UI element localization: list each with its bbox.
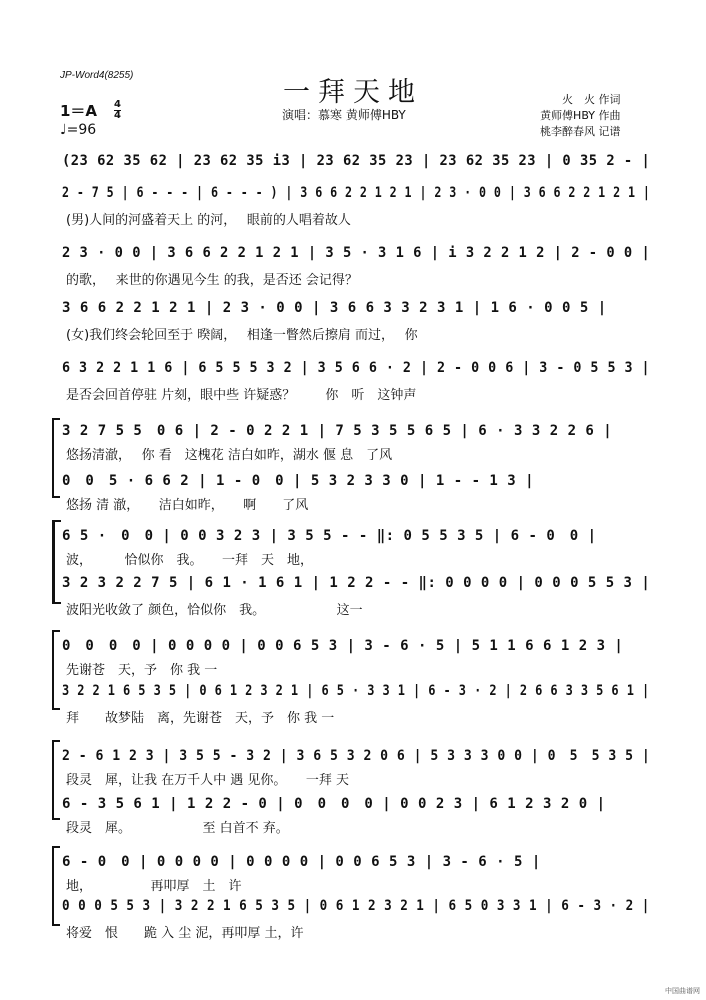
notation-line: (23 62 35 62 | 23 62 35 i3 | 23 62 35 23 | 23 62 35 23 | 0 35 2 - | [62,153,651,169]
notation-line: 0 0 0 0 | 0 0 0 0 | 0 0 6 5 3 | 3 - 6 · 5 | 5 1 1 6 6 1 2 3 | [62,638,624,654]
tempo: ♩=96 [60,122,97,138]
lyric-line: 段灵 犀，让我 在万千人中 遇 见你。 一拜 天 [66,773,350,788]
meter-bottom: 4 [114,110,121,121]
watermark: 中国曲谱网 [665,987,700,995]
notation-line: 6 - 0 0 | 0 0 0 0 | 0 0 0 0 | 0 0 6 5 3 | 3 - 6 · 5 | [62,854,541,870]
system-brace [52,630,60,710]
notation-line: 2 - 7 5 | 6 - - - | 6 - - - ) | 3 6 6 2 2 1 2 1 | 2 3 · 0 0 | 3 6 6 2 2 1 2 1 | [62,185,651,201]
lyric-line: (男)人间的河盛着天上 的河， 眼前的人唱着故人 [66,213,351,228]
system-brace [52,418,60,498]
system-brace [52,740,60,820]
lyric-line: (女)我们终会轮回至于 暌阔， 相逢一瞥然后擦肩 而过， 你 [66,328,418,343]
lyric-line: 悠扬清澈， 你 看 这槐花 洁白如昨，湖水 偃 息 了风 [66,448,393,463]
system-brace [52,520,61,604]
singers: 演唱：慕寒 黄师傅HBY [282,108,406,122]
notation-line: 3 6 6 2 2 1 2 1 | 2 3 · 0 0 | 3 6 6 3 3 2 3 1 | 1 6 · 0 0 5 | [62,300,607,316]
notation-line: 6 5 · 0 0 | 0 0 3 2 3 | 3 5 5 - - ‖: 0 5 5 3 5 | 6 - 0 0 | [62,528,597,544]
notation-line: 3 2 7 5 5 0 6 | 2 - 0 2 2 1 | 7 5 3 5 5 6 5 | 6 · 3 3 2 2 6 | [62,423,613,439]
credit-transcriber: 桃李醉春风 记谱 [540,125,621,138]
lyric-line: 是否会回首停驻 片刻，眼中些 许疑惑？ 你 听 这钟声 [66,388,417,403]
song-title: 一拜天地 [283,77,423,108]
notation-line: 3 2 3 2 2 7 5 | 6 1 · 1 6 1 | 1 2 2 - - ‖: 0 0 0 0 | 0 0 0 5 5 3 | [62,575,651,591]
notation-line: 0 0 0 5 5 3 | 3 2 2 1 6 5 3 5 | 0 6 1 2 3 2 1 | 6 5 0 3 3 1 | 6 - 3 · 2 | [62,898,650,914]
credits [540,92,621,140]
lyric-line: 波， 恰似你 我。 一拜 天 地， [66,553,314,568]
notation-line: 2 3 · 0 0 | 3 6 6 2 2 1 2 1 | 3 5 · 3 1 6 | i 3 2 2 1 2 | 2 - 0 0 | [62,245,651,261]
system-brace [52,846,60,926]
time-signature [114,100,121,121]
lyric-line: 波阳光收敛了 颜色，恰似你 我。 这一 [66,603,363,618]
notation-line: 0 0 5 · 6 6 2 | 1 - 0 0 | 5 3 2 3 3 0 | 1 - - 1 3 | [62,473,535,489]
lyric-line: 的歌， 来世的你遇见今生 的我，是否还 会记得？ [66,273,358,288]
lyric-line: 地， 再叩厚 土 许 [66,879,242,894]
notation-line: 2 - 6 1 2 3 | 3 5 5 - 3 2 | 3 6 5 3 2 0 6 | 5 3 3 3 0 0 | 0 5 5 3 5 | [62,748,651,764]
key-signature: 1＝A [60,102,98,120]
meter-top: 4 [114,99,121,110]
credit-composer: 黄师傅HBY 作曲 [540,109,621,122]
file-id: JP-Word4(8255) [60,70,134,81]
lyric-line: 悠扬 清 澈， 洁白如昨， 啊 了风 [66,498,309,513]
notation-line: 3 2 2 1 6 5 3 5 | 0 6 1 2 3 2 1 | 6 5 · 3 3 1 | 6 - 3 · 2 | 2 6 6 3 3 5 6 1 | [62,683,650,699]
lyric-line: 先谢苍 天，予 你 我 一 [66,663,218,678]
notation-line: 6 - 3 5 6 1 | 1 2 2 - 0 | 0 0 0 0 | 0 0 2 3 | 6 1 2 3 2 0 | [62,796,606,812]
lyric-line: 将爱 恨 跪 入 尘 泥，再叩厚 土，许 [66,926,304,941]
lyric-line: 拜 故梦陆 离，先谢苍 天，予 你 我 一 [66,711,335,726]
credit-lyricist: 火 火 作词 [562,93,621,106]
lyric-line: 段灵 犀。 至 白首不 弃。 [66,821,289,836]
notation-line: 6 3 2 2 1 1 6 | 6 5 5 5 3 2 | 3 5 6 6 · 2 | 2 - 0 0 6 | 3 - 0 5 5 3 | [62,360,651,376]
